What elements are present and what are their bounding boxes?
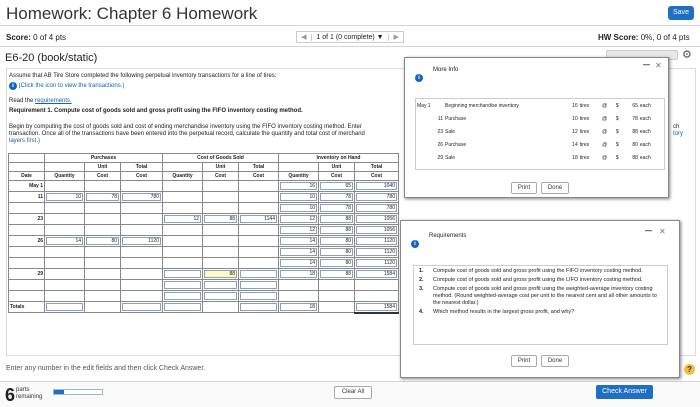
requirements-list xyxy=(419,268,664,318)
purchase-qty-field[interactable]: 10 xyxy=(46,193,83,201)
group-header: Cost of Goods Sold xyxy=(163,154,279,163)
parts-label: parts remaining xyxy=(16,387,43,400)
score-value: 0 of 4 pts xyxy=(33,33,67,42)
inventory-total-field[interactable]: 1120 xyxy=(356,259,397,267)
col-header: Cost xyxy=(203,172,239,181)
table-row: 23 12 88 1144 12 88 1056 xyxy=(9,214,399,225)
col-header: Cost xyxy=(355,172,399,181)
prev-question-button[interactable]: ◀ xyxy=(301,34,307,41)
inventory-unit-cost-field[interactable]: 80 xyxy=(320,237,353,245)
cogs-unit-cost-field[interactable]: 88 xyxy=(204,215,237,223)
header-cell xyxy=(9,154,45,163)
save-button[interactable]: Save xyxy=(668,6,694,20)
col-header: Total xyxy=(355,163,399,172)
col-header: Date xyxy=(9,172,45,181)
info-icon: i xyxy=(415,66,423,84)
hw-score-value: 0%, 0 of 4 pts xyxy=(640,33,690,42)
inventory-qty-field[interactable]: 12 xyxy=(280,215,317,223)
table-row xyxy=(9,247,399,258)
parts-count: 6 xyxy=(5,385,16,405)
inventory-qty-field[interactable]: 18 xyxy=(280,270,317,278)
info-icon[interactable]: i xyxy=(9,82,17,90)
cogs-total-field[interactable] xyxy=(240,292,277,300)
table-row xyxy=(9,291,399,302)
next-question-button[interactable]: ▶ xyxy=(393,34,399,41)
inventory-qty-field[interactable]: 12 xyxy=(280,226,317,234)
dialog-title: Requirements xyxy=(429,233,467,239)
col-header: Quantity xyxy=(279,172,319,181)
col-header: Unit xyxy=(85,163,121,172)
table-row: 11 Purchase 10 tires @ $ 78 each xyxy=(437,115,651,122)
question-pager[interactable] xyxy=(296,31,404,43)
cogs-total-field[interactable]: 1144 xyxy=(240,215,277,223)
purchase-unit-cost-field[interactable]: 80 xyxy=(86,237,119,245)
cogs-total-field[interactable] xyxy=(240,281,277,289)
inventory-unit-cost-field[interactable]: 78 xyxy=(320,193,353,201)
requirements-link[interactable]: requirements. xyxy=(35,98,72,104)
cogs-total-field[interactable] xyxy=(240,270,277,278)
instructions-edge: tory xyxy=(673,131,684,137)
purchase-unit-cost-field[interactable]: 78 xyxy=(86,193,119,201)
col-header: Total xyxy=(239,163,279,172)
table-row: 29 88 18 88 1584 xyxy=(9,269,399,280)
total-cogs-qty-field[interactable] xyxy=(164,303,201,311)
print-button[interactable]: Print xyxy=(511,182,537,194)
total-purchase-qty-field[interactable] xyxy=(46,303,83,311)
transactions-table xyxy=(416,99,664,164)
inventory-unit-cost-field[interactable]: 78 xyxy=(320,204,353,212)
list-item: 3. Compute cost of goods sold and gross profit using the weighted-average inventory costing method. (Round weighted-average cost per unit to the nearest cent and all other amounts to the nearest dollar.) xyxy=(419,286,657,306)
perpetual-inventory-record xyxy=(8,153,399,314)
question-intro: Assume that AB Tire Store completed the following perpetual inventory transactions for a line of tires: xyxy=(9,73,277,79)
inventory-unit-cost-field[interactable]: 88 xyxy=(320,226,353,234)
inventory-unit-cost-field[interactable]: 65 xyxy=(320,182,353,190)
done-button[interactable]: Done xyxy=(541,355,569,367)
requirement-1: Requirement 1. Compute cost of goods sold and gross profit using the FIFO inventory costing method. xyxy=(9,108,303,114)
total-purchase-cost-field[interactable] xyxy=(122,303,161,311)
help-icon[interactable]: ? xyxy=(684,364,695,375)
table-row xyxy=(9,258,399,269)
cogs-unit-cost-field[interactable] xyxy=(204,292,237,300)
inventory-qty-field[interactable]: 14 xyxy=(280,259,317,267)
total-inventory-cost-field[interactable]: 1584 xyxy=(356,303,397,311)
inventory-total-field[interactable]: 780 xyxy=(356,204,397,212)
hw-score: HW Score: 0%, 0 of 4 pts xyxy=(598,33,690,42)
check-answer-button[interactable]: Check Answer xyxy=(596,385,653,399)
done-button[interactable]: Done xyxy=(541,182,569,194)
col-header: Cost xyxy=(239,172,279,181)
instruction-text: Enter any number in the edit fields and then click Check Answer. xyxy=(6,365,206,372)
table-row: May 1 Beginning merchandise inventory 16 tires @ $ 65 each xyxy=(417,102,651,109)
clear-all-button[interactable]: Clear All xyxy=(334,386,372,399)
inventory-total-field[interactable]: 1056 xyxy=(356,215,397,223)
instructions-line: transaction. Once all of the transactions have been entered into the perpetual record, calculate the quantity and total cost of merchand xyxy=(9,131,365,137)
inventory-qty-field[interactable]: 14 xyxy=(280,237,317,245)
table-row xyxy=(9,280,399,291)
question-selector[interactable]: 1 of 1 (0 complete) ▼ xyxy=(311,34,390,41)
info-icon: i xyxy=(411,232,419,250)
requirements-dialog xyxy=(400,220,680,378)
table-row xyxy=(9,225,399,236)
minimize-icon[interactable]: — xyxy=(645,228,652,235)
transactions-table-box xyxy=(415,98,665,170)
purchase-qty-field[interactable]: 14 xyxy=(46,237,83,245)
list-item: 2. Compute cost of goods sold and gross profit using the LIFO inventory costing method. xyxy=(419,277,643,283)
total-cogs-field[interactable] xyxy=(240,303,277,311)
inventory-qty-field[interactable]: 16 xyxy=(280,182,317,190)
group-header: Purchases xyxy=(45,154,163,163)
list-item: 1. Compute cost of goods sold and gross profit using the FIFO inventory costing method. xyxy=(419,268,643,274)
inventory-unit-cost-field[interactable]: 88 xyxy=(320,270,353,278)
table-row xyxy=(9,203,399,214)
table-row: 29 Sale 18 tires @ $ 88 each xyxy=(437,154,651,161)
inventory-qty-field[interactable]: 10 xyxy=(280,204,317,212)
close-icon[interactable]: ✕ xyxy=(659,227,666,236)
table-row: 11 10 78 780 10 78 780 xyxy=(9,192,399,203)
instructions-line: layers first.) xyxy=(9,138,41,144)
total-inventory-qty-field[interactable]: 18 xyxy=(280,303,317,311)
cogs-qty-field[interactable] xyxy=(164,292,201,300)
minimize-icon[interactable]: — xyxy=(643,62,650,69)
instructions-line: Begin by computing the cost of goods sold and cost of ending merchandise inventory using the FIFO inventory costing method. Enter xyxy=(9,124,362,130)
inventory-qty-field[interactable]: 10 xyxy=(280,193,317,201)
gear-icon[interactable]: ⚙ xyxy=(682,49,692,61)
dialog-title: More Info xyxy=(433,67,459,73)
inventory-total-field[interactable]: 1056 xyxy=(356,226,397,234)
col-header: Total xyxy=(121,163,163,172)
inventory-unit-cost-field[interactable]: 80 xyxy=(320,248,353,256)
transactions-link[interactable]: i (Click the icon to view the transactions.) xyxy=(9,82,124,90)
col-header: Cost xyxy=(319,172,355,181)
purchase-total-field[interactable]: 1120 xyxy=(122,237,161,245)
close-icon[interactable]: ✕ xyxy=(655,61,662,70)
group-header: Inventory on Hand xyxy=(279,154,399,163)
table-row: 26 Purchase 14 tires @ $ 80 each xyxy=(437,141,651,148)
cogs-qty-field[interactable]: 12 xyxy=(164,215,201,223)
inventory-unit-cost-field[interactable]: 80 xyxy=(320,259,353,267)
problem-id: E6-20 (book/static) xyxy=(5,52,98,64)
col-header: Quantity xyxy=(45,172,85,181)
list-item: 4. Which method results in the largest gross profit, and why? xyxy=(419,309,575,315)
read-requirements: Read the requirements. xyxy=(9,98,72,104)
divider xyxy=(0,25,700,26)
cogs-qty-field[interactable] xyxy=(164,281,201,289)
inventory-qty-field[interactable]: 14 xyxy=(280,248,317,256)
col-header: Unit xyxy=(319,163,355,172)
score: Score: 0 of 4 pts xyxy=(6,33,67,42)
col-header: Cost xyxy=(85,172,121,181)
inventory-total-field[interactable]: 1584 xyxy=(356,270,397,278)
inventory-total-field[interactable]: 1120 xyxy=(356,248,397,256)
cogs-unit-cost-field[interactable] xyxy=(204,281,237,289)
inventory-total-field[interactable]: 780 xyxy=(356,193,397,201)
table-row: 26 14 80 1120 14 80 1120 xyxy=(9,236,399,247)
print-button[interactable]: Print xyxy=(511,355,537,367)
table-row: May 1 16 65 1040 xyxy=(9,181,399,192)
col-header: Cost xyxy=(121,172,163,181)
table-row: 23 Sale 12 tires @ $ 88 each xyxy=(437,128,651,135)
totals-row: Totals 18 1584 xyxy=(9,302,399,313)
progress-fill xyxy=(54,390,64,394)
inventory-unit-cost-field[interactable]: 88 xyxy=(320,215,353,223)
purchase-total-field[interactable]: 780 xyxy=(122,193,161,201)
page-title: Homework: Chapter 6 Homework xyxy=(6,4,258,23)
divider xyxy=(0,46,700,47)
inventory-total-field[interactable]: 1120 xyxy=(356,237,397,245)
col-header: Unit xyxy=(203,163,239,172)
inventory-total-field[interactable]: 1040 xyxy=(356,182,397,190)
more-info-dialog xyxy=(404,57,669,198)
instructions-edge: ch xyxy=(673,124,680,130)
cogs-qty-field[interactable] xyxy=(164,270,201,278)
cogs-unit-cost-field[interactable]: 88 xyxy=(204,270,237,278)
col-header: Quantity xyxy=(163,172,203,181)
